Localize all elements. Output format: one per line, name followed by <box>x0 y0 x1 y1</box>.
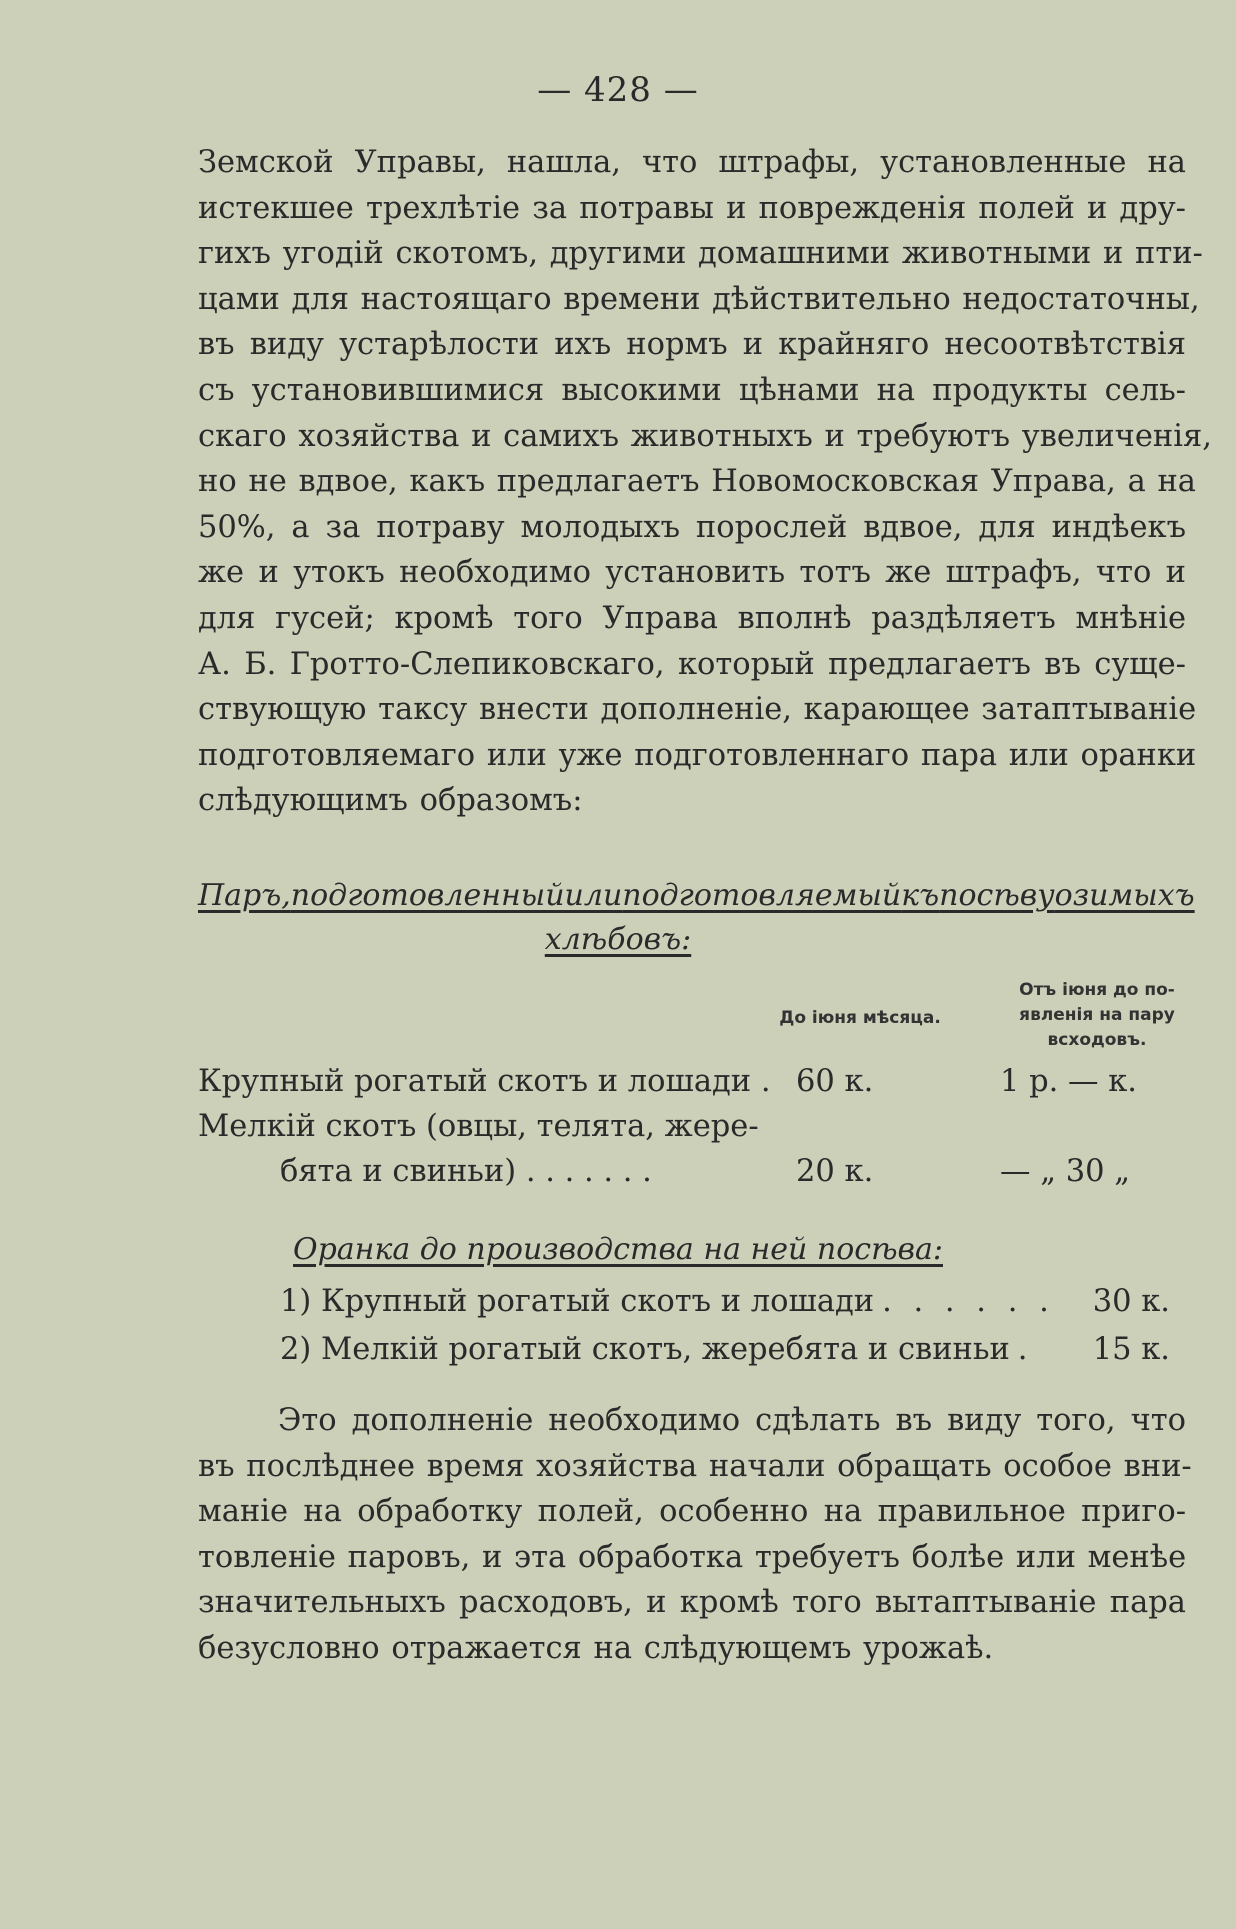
section-heading-par-cont: хлѣбовъ: <box>544 922 692 957</box>
text-line: для гусей; кромѣ того Управа вполнѣ раздѣляетъ мнѣніе <box>198 600 1186 636</box>
column-header-from-june <box>992 978 1202 1053</box>
text-line: безусловно отражается на слѣдующемъ урожаѣ. <box>198 1630 994 1666</box>
list-item-text: 1) Крупный рогатый скотъ и лошади <box>280 1284 875 1319</box>
text-line: но не вдвое, какъ предлагаетъ Новомосковская Управа, а на <box>198 464 1196 500</box>
text-line: съ установившимися высокими цѣнами на продукты сель- <box>198 372 1186 408</box>
section-heading-par <box>198 878 1195 913</box>
dot-leaders: . . . . . . <box>882 1284 1055 1319</box>
heading-word: подготовленный <box>290 878 565 913</box>
heading-word: посѣву <box>939 878 1055 913</box>
column-header-line: явленія на пару <box>1019 1005 1175 1025</box>
row-label: Крупный рогатый скотъ и лошади . <box>198 1064 771 1099</box>
text-line: маніе на обработку полей, особенно на правильное приго- <box>198 1494 1186 1530</box>
row-value-until-june: 20 к. <box>796 1154 874 1189</box>
text-line: въ виду устарѣлости ихъ нормъ и крайняго несоотвѣтствія <box>198 327 1186 363</box>
column-header-until-june: До іюня мѣсяца. <box>779 1008 941 1028</box>
list-item-text: 2) Мелкій рогатый скотъ, жеребята и свиньи <box>280 1332 1010 1367</box>
row-value-from-june: — „ 30 „ <box>1000 1154 1130 1189</box>
column-header-line: Отъ іюня до по- <box>1019 980 1175 1000</box>
dot-leaders: . <box>1017 1332 1034 1367</box>
row-label: Мелкій скотъ (овцы, телята, жере- <box>198 1109 759 1144</box>
text-line: же и утокъ необходимо установить тотъ же штрафъ, что и <box>198 555 1186 591</box>
text-line: въ послѣднее время хозяйства начали обращать особое вни- <box>198 1448 1192 1484</box>
text-line: товленіе паровъ, и эта обработка требуетъ болѣе или менѣе <box>198 1539 1187 1575</box>
text-line: 50%, а за потраву молодыхъ порослей вдвое, для индѣекъ <box>198 509 1186 545</box>
text-line: гихъ угодій скотомъ, другими домашними животными и пти- <box>198 236 1203 272</box>
text-line: значительныхъ расходовъ, и кромѣ того вытаптываніе пара <box>198 1585 1186 1621</box>
page-number: — 428 — <box>537 70 699 110</box>
list-item-value: 15 к. <box>1092 1332 1170 1367</box>
text-line: скаго хозяйства и самихъ животныхъ и требуютъ увеличенія, <box>198 418 1212 454</box>
row-value-from-june: 1 р. — к. <box>1000 1064 1137 1099</box>
heading-word: подготовляемый <box>622 878 902 913</box>
text-line: слѣдующимъ образомъ: <box>198 783 583 819</box>
list-item <box>280 1284 1170 1319</box>
heading-word: Паръ, <box>198 878 291 913</box>
text-line: ствующую таксу внести дополненіе, карающее затаптываніе <box>198 692 1197 728</box>
heading-word: или <box>564 878 623 913</box>
text-line: Земской Управы, нашла, что штрафы, установленные на <box>198 145 1186 180</box>
heading-word: озимыхъ <box>1054 878 1195 913</box>
section-heading-oranka: Оранка до производства на ней посѣва: <box>293 1232 943 1267</box>
column-header-line: всходовъ. <box>1047 1030 1147 1050</box>
paragraph-main <box>198 140 1212 824</box>
row-value-until-june: 60 к. <box>796 1064 874 1099</box>
list-item-value: 30 к. <box>1092 1284 1170 1319</box>
paragraph-closing <box>198 1398 1192 1672</box>
text-line: подготовляемаго или уже подготовленнаго пара или оранки <box>198 737 1197 773</box>
text-line: истекшее трехлѣтіе за потравы и поврежденія полей и дру- <box>198 190 1186 226</box>
text-line: Это дополненіе необходимо сдѣлать въ виду того, что <box>278 1403 1186 1438</box>
text-line: А. Б. Гротто-Слепиковскаго, который предлагаетъ въ суще- <box>198 646 1186 682</box>
list-item <box>280 1332 1170 1367</box>
row-label: бята и свиньи) . . . . . . . <box>280 1154 652 1189</box>
text-line: цами для настоящаго времени дѣйствительно недостаточны, <box>198 281 1200 317</box>
heading-word: къ <box>901 878 940 913</box>
